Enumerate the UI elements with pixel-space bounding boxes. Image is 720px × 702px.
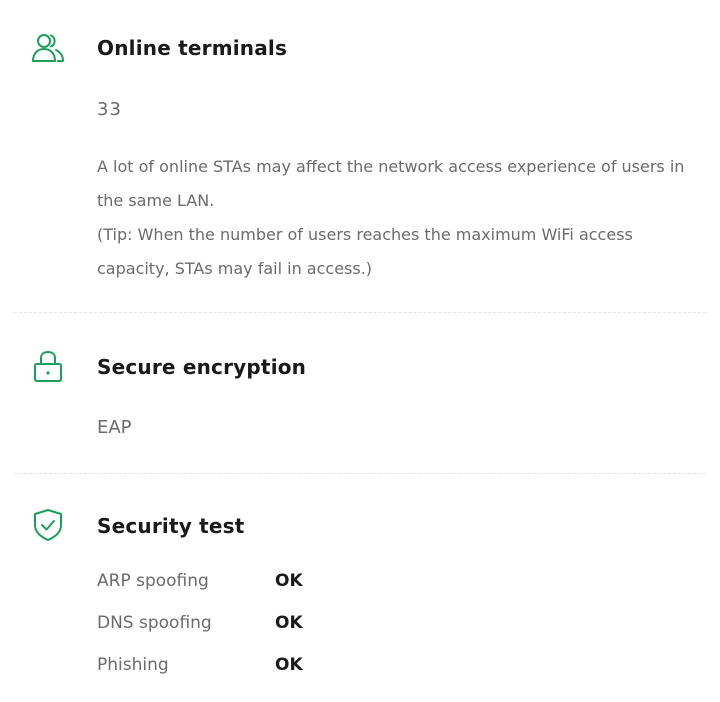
test-result: OK bbox=[275, 655, 303, 675]
secure-encryption-title: Secure encryption bbox=[97, 355, 307, 379]
secure-encryption-section bbox=[0, 313, 720, 473]
security-test-row bbox=[97, 613, 397, 639]
shield-check-icon bbox=[31, 508, 65, 542]
test-result: OK bbox=[275, 571, 303, 591]
security-test-row bbox=[97, 655, 397, 681]
online-terminals-section bbox=[0, 0, 720, 312]
test-name: ARP spoofing bbox=[97, 571, 209, 591]
online-terminals-title: Online terminals bbox=[97, 36, 288, 60]
online-terminals-count: 33 bbox=[97, 99, 122, 120]
encryption-value: EAP bbox=[97, 417, 132, 438]
security-test-section bbox=[0, 474, 720, 702]
test-name: DNS spoofing bbox=[97, 613, 212, 633]
test-name: Phishing bbox=[97, 655, 169, 675]
lock-icon bbox=[31, 350, 65, 384]
test-result: OK bbox=[275, 613, 303, 633]
users-icon bbox=[31, 31, 65, 65]
security-test-row bbox=[97, 571, 397, 597]
online-terminals-description bbox=[97, 150, 697, 286]
online-terminals-description-text: A lot of online STAs may affect the network access experience of users in the same LAN. bbox=[97, 157, 685, 210]
security-test-title: Security test bbox=[97, 514, 245, 538]
online-terminals-tip-text: (Tip: When the number of users reaches the maximum WiFi access capacity, STAs may fail in access.) bbox=[97, 225, 633, 278]
